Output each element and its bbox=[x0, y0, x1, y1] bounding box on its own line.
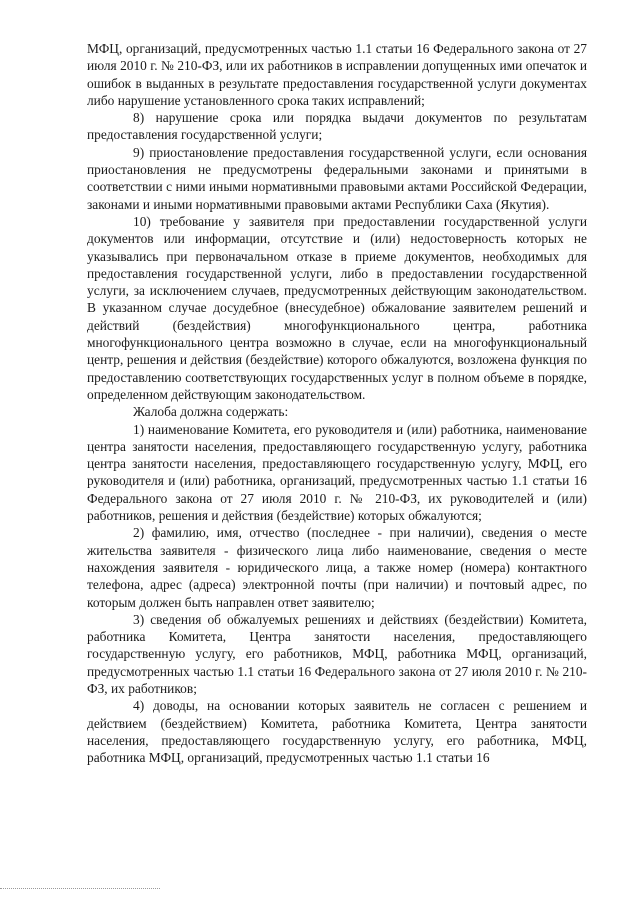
paragraph-continuation: МФЦ, организаций, предусмотренных частью 1.1 статьи 16 Федерального закона от 27 июля 2010 г. № 210-ФЗ, или их работников в исправлении допущенных ими опечаток и ошибок в выданных в результате предоставления государственной услуги документах либо нарушение установленного срока таких исправлений; bbox=[87, 41, 587, 108]
paragraph-item-9: 9) приостановление предоставления государственной услуги, если основания приостановления не предусмотрены федеральными законами и принятыми в соответствии с ними иными нормативными правовыми актами Российской Федерации, законами и иными нормативными правовыми актами Республики Саха (Якутия). bbox=[87, 144, 587, 212]
document-page bbox=[87, 40, 587, 766]
paragraph-complaint-intro: Жалоба должна содержать: bbox=[133, 404, 289, 420]
paragraph-complaint-1: 1) наименование Комитета, его руководителя и (или) работника, наименование центра занятости населения, предоставляющего государственную услугу, работника центра занятости населения, предоставляющего государственную услугу, МФЦ, его руководителя и (или) работника, организаций, предусмотренных частью 1.1 статьи 16 Федерального закона от 27 июля 2010 г. № 210-ФЗ, их руководителей и (или) работников, решения и действия (бездействие) которых обжалуются; bbox=[87, 421, 587, 524]
paragraph-item-8: 8) нарушение срока или порядка выдачи документов по результатам предоставления государственной услуги; bbox=[87, 110, 587, 143]
paragraph-complaint-2: 2) фамилию, имя, отчество (последнее - при наличии), сведения о месте жительства заявителя - физического лица либо наименование, сведения о месте нахождения заявителя - юридического лица, а также номер (номера) контактного телефона, адрес (адреса) электронной почты (при наличии) и почтовый адрес, по которым должен быть направлен ответ заявителю; bbox=[87, 525, 587, 610]
scan-edge-line bbox=[0, 888, 160, 889]
paragraph-complaint-3: 3) сведения об обжалуемых решениях и действиях (бездействии) Комитета, работника Комитета, Центра занятости населения, предоставляющего государственную услугу, его работников, МФЦ, работника МФЦ, организаций, предусмотренных частью 1.1 статьи 16 Федерального закона от 27 июля 2010 г. № 210-ФЗ, их работников; bbox=[87, 611, 587, 696]
paragraph-complaint-4: 4) доводы, на основании которых заявитель не согласен с решением и действием (бездействием) Комитета, работника Комитета, Центра занятости населения, предоставляющего государственную услугу, его работника, МФЦ, работника МФЦ, организаций, предусмотренных частью 1.1 статьи 16 bbox=[87, 698, 587, 766]
paragraph-item-10: 10) требование у заявителя при предоставлении государственной услуги документов или информации, отсутствие и (или) недостоверность которых не указывались при первоначальном отказе в приеме документов, необходимых для предоставления государственной услуги, либо в предоставлении государственной услуги, за исключением случаев, предусмотренных действующим законодательством. В указанном случае досудебное (внесудебное) обжалование заявителем решений и действий (бездействия) многофункционального центра, работника многофункционального центра возможно в случае, если на многофункциональный центр, решения и действия (бездействие) которого обжалуются, возложена функция по предоставлению соответствующих государственных услуг в полном объеме в порядке, определенном действующим законодательством. bbox=[87, 213, 587, 402]
